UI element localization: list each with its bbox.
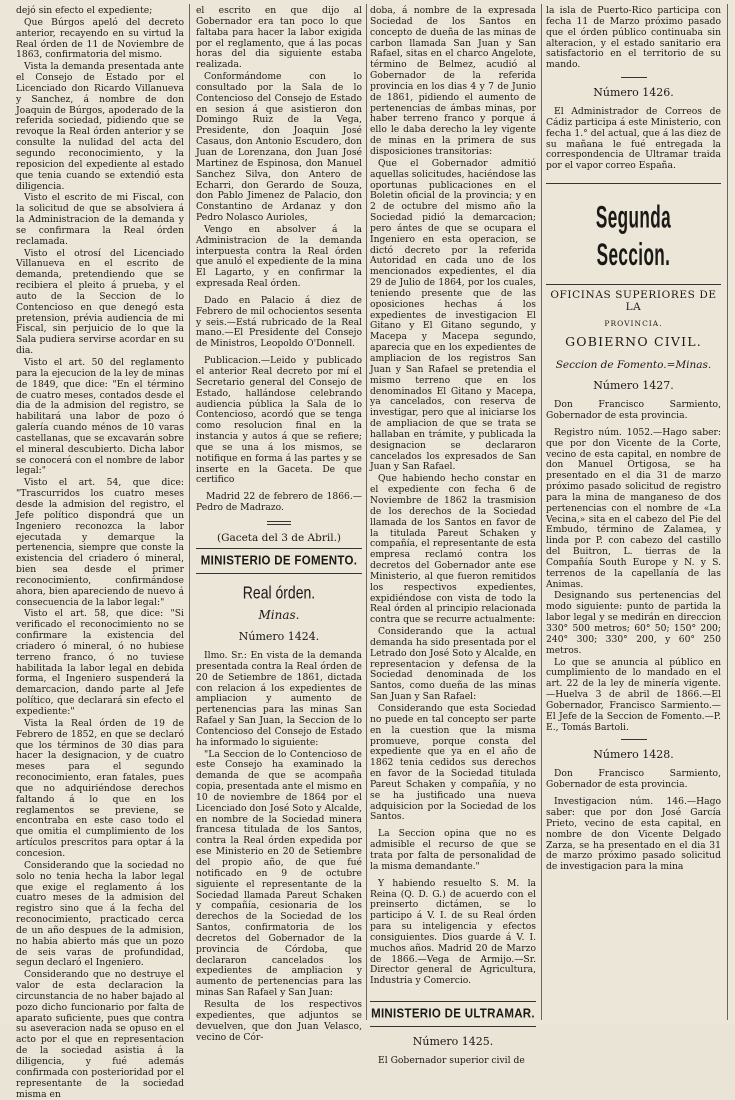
number-heading: Número 1425. [412,1035,494,1049]
separator-rule [196,573,362,574]
number-heading: Número 1427. [593,379,674,393]
separator-rule [370,1026,536,1027]
paragraph: Don Francisco Sarmiento, Gobernador de esta provincia. [546,768,721,791]
separator-rule [546,183,721,184]
paragraph: Registro núm. 1052.—Hago saber: que por don Vicente de la Corte, vecino de esta capital, en nombre de don Manuel Ortigosa, se ha presentado en el dia 31 de marzo próximo pasado solicitud de registro para la mina de manganeso de dos pertenencias con el nombre de «La Vecina,» sita en el cabezo del Pie del Embudo, término de Zalamea, y linda por P. con cabezo del castillo del Buitron, L. tierras de la Compañía South Europe y N. y S. terrenos de la capellanía de las Animas. [546,426,721,590]
paragraph: Visto el escrito de mi Fiscal, con la solicitud de que se absolviera á la Administracion de la demanda y se confirmara la Real órden reclamada. [16,192,184,247]
separator-rule [621,77,647,78]
paragraph: Considerando que no destruye el valor de esta declaracion la circunstancia de no haber bajado al pozo dicho funcionario por falta de aparato suficiente, pues que contra su aseveracion nada se opuso en el acto por el que en representacion de la sociedad asistia á la diligencia, y fué además confirmada con posterioridad por el representante de la sociedad misma en [16,969,184,1100]
number-heading: Número 1428. [593,748,674,762]
paragraph: El Administrador de Correos de Cádiz participa á este Ministerio, con fecha 1.° del actual, que á las diez de su mañana le fué entregada la correspondencia de Ultramar traida por el vapor correo España. [546,106,721,172]
column-rule [727,4,728,1020]
number-heading: Número 1424. [238,629,320,643]
paragraph: Visto el otrosí del Licenciado Villanueva en el escrito de demanda, pretendiendo que se recibiera el pleito á prueba, y el auto de la Seccion de lo Contencioso en que denegó esta pretension, prévia audiencia de mi Fiscal, sin perjuicio de lo que la Sala pudiera servirse acordar en su dia. [16,247,184,357]
paragraph: Dado en Palacio á diez de Febrero de mil ochocientos sesenta y seis.—Está rubricado de la Real mano.—El Presidente del Consejo de Ministros, Leopoldo O'Donnell. [196,294,362,350]
paragraph: La Seccion opina que no es admisible el recurso de que se trata por falta de personalidad de la misma demandante." [370,828,536,872]
paragraph: Vengo en absolver á la Administracion de la demanda interpuesta contra la Real órden que anuló el expediente de la mina El Lagarto, y en confirmar la expresada Real órden. [196,223,362,290]
column-rule [541,4,542,1020]
column-rule [366,4,367,1020]
paragraph: Resulta de los respectivos expedientes, que adjuntos se devuelven, que don Juan Velasco, vecino de Cór- [196,998,362,1043]
paragraph: Visto el art. 58, que dice: "Si verificado el reconocimiento no se confirmare la existencia del criadero ó mineral, ó no hubiese terreno franco, ó no tuviese habilitada la labor legal en debida forma, el Ingeniero suspenderá la demarcacion, dando parte al Jefe político, que declarará sin efecto el expediente:" [16,608,184,717]
separator-rule [196,548,362,549]
paragraph: Publicacion.—Leido y publicado el anterior Real decreto por mí el Secretario general del Consejo de Estado, hallándose celebrando audiencia pública la Sala de lo Contencioso, acordó que se tenga como resolucion final en la instancia y autos á que se refiere; que se una á los mismos, se notifique en forma á las partes y se inserte en la Gaceta. De que certifico [196,355,362,486]
column-4 [546,6,721,1018]
section-heading: Real órden. [242,581,316,602]
paragraph: dejó sin efecto el expediente; [16,5,153,16]
paragraph: Considerando que esta Sociedad no puede en tal concepto ser parte en la cuestion que la misma promueve, porque consta del expediente que ya en el año de 1862 tenia cedidos sus derechos en favor de la Sociedad titulada Pareut Schaken y compañía, y no se ha justificado una nueva adquisicion por la Sociedad de los Santos. [370,703,536,823]
paragraph: Lo que se anuncia al público en cumplimiento de lo mandado en el art. 22 de la ley de minería vigente.—Huelva 3 de abril de 1866.—El Gobernador, Francisco Sarmiento.—El Jefe de la Seccion de Fomento.—P. E., Tomás Bartoli. [546,656,721,733]
paragraph: Y habiendo resuelto S. M. la Reina (Q. D. G.) de acuerdo con el preinserto dictámen, se lo participo á V. I. de su Real órden para su inteligencia y efectos consiguientes. Dios guarde á V. I. muchos años. Madrid 20 de Marzo de 1866.—Vega de Armijo.—Sr. Director general de Agricultura, Industria y Comercio. [370,877,536,987]
ministry-heading: MINISTERIO DE FOMENTO. [200,554,358,568]
paragraph: Conformándome con lo consultado por la Sala de lo Contencioso del Consejo de Estado en sesion á que asistieron don Domingo Ruiz de la Vega, Presidente, don Joaquin José Casaus, don Antonio Escudero, don Juan de Lorenzana, don Juan José Martinez de Espinosa, don Manuel Sanchez Silva, don Antero de Echarri, don Gerardo de Souza, don Pablo Jimenez de Palacio, don Constantino de Ardanaz y don Pedro Nolasco Aurioles, [196,71,362,224]
gaceta-note: (Gaceta del 3 de Abril.) [216,531,342,544]
section-title: Segunda Seccion. [595,198,672,273]
number-heading: Número 1426. [593,86,674,100]
paragraph: Considerando que la actual demanda ha sido presentada por el Letrado don José Soto y Alcalde, en representacion y defensa de la Sociedad denominada de los Santos, como dueña de las minas San Juan y San Rafael: [370,626,536,703]
column-3 [370,5,536,1067]
offices-heading: OFICINAS SUPERIORES DE LA [550,289,717,314]
province-heading: PROVINCIA. [604,319,663,329]
paragraph: Vista la Real órden de 19 de Febrero de 1852, en que se declaró que los términos de 30 dias para hacer la designacion, y de cuatro meses para el segundo reconocimiento, eran fatales, pues que no adquiriéndose derechos faltando á lo que en los reglamentos se previene, se encontraba en este caso todo el que omitia el cumplimiento de los artículos prescritos para optar á la concesion. [16,717,184,859]
subsection-heading: Seccion de Fomento.=Minas. [555,359,712,372]
paragraph: Designando sus pertenencias del modo siguiente: punto de partida la labor legal y se medirán en direccion 330° 500 metros; 60° 50; 150° 200; 240° 300; 330° 200, y 60° 250 metros. [546,590,721,656]
paragraph: Considerando que la sociedad no solo no tenia hecha la labor legal que exige el reglamento á los cuatro meses de la admision del registro sino que á la fecha del reconocimiento, practicado cerca de un año despues de la admision, no habia abierto más que un pozo de seis varas de profundidad, segun declaró el Ingeniero. [16,859,184,969]
column-2 [196,5,362,1043]
ministry-heading: MINISTERIO DE ULTRAMAR. [371,1007,535,1021]
paragraph: Visto el art. 50 del reglamento para la ejecucion de la ley de minas de 1849, que dice: "En el término de cuatro meses, contados desde el dia de la admision del registro, se habilitará una labor de pozo ó galería cuando ménos de 10 varas castellanas, que se excavarán sobre el mineral descubierto. Dicha labor se conocerá con el nombre de labor legal:" [16,357,184,477]
paragraph: Visto el art. 54, que dice: "Trascurridos los cuatro meses desde la admision del registro, el Jefe político dispondrá que un Ingeniero reconozca la labor ejecutada y demarque la pertenencia, siempre que conste la existencia del criadero ó mineral, bien sea desde el primer reconocimiento, confirmándose ahora, bien apareciendo de nuevo á consecuencia de la labor legal:" [16,477,184,608]
government-heading: GOBIERNO CIVIL. [565,334,702,350]
paragraph: Investigacion núm. 146.—Hago saber: que por don José García Prieto, vecino de esta capital, en nombre de don Vicente Delgado Zarza, se ha presentado en el dia 31 de marzo próximo pasado solicitud de investigacion para la mina [546,796,721,873]
paragraph: Que habiendo hecho constar en el expediente con fecha 6 de Noviembre de 1862 la trasmision de los derechos de la Sociedad llamada de los Santos en favor de la titulada Pareut Schaken y compañía, el representante de esta empresa reclamó contra los decretos del Gobernador ante ese Ministerio, al que fueron remitidos los respectivos expedientes, expidiéndose con vista de todo la Real órden al principio relacionada contra que se recurre actualmente: [370,473,536,626]
paragraph: Que Búrgos apeló del decreto anterior, recayendo en su virtud la Real órden de 11 de Noviembre de 1863, confirmatoria del mismo. [16,16,184,61]
separator-rule [267,521,291,525]
column-rule [189,4,190,1020]
paragraph: Ilmo. Sr.: En vista de la demanda presentada contra la Real órden de 20 de Setiembre de 1861, dictada con relacion á los expedientes de ampliacion y aumento de pertenencias para las minas San Rafael y San Juan, la Seccion de lo Contencioso del Consejo de Estado ha informado lo siguiente: [196,649,362,748]
paragraph: Vista la demanda presentada ante el Consejo de Estado por el Licenciado don Ricardo Villanueva y Sanchez, á nombre de don Joaquin de Búrgos, apoderado de la referida sociedad, pidiendo que se revoque la Real órden anterior y se consulte la nulidad del acta del segundo reconocimiento, y la reposicion del expediente al estado que tenia cuando se extendió esta diligencia. [16,61,184,192]
paragraph: la isla de Puerto-Rico participa con fecha 11 de Marzo próximo pasado que el órden público continuaba sin alteracion, y el estado sanitario era satisfactorio en el territorio de su mando. [546,5,721,71]
subsection-heading: Minas. [258,607,300,622]
paragraph: el escrito en que dijo al Gobernador era tan poco lo que faltaba para hacer la labor exigida por el reglamento, que á las pocas horas del dia siguiente estaba realizada. [196,5,362,71]
paragraph: doba, á nombre de la expresada Sociedad de los Santos en concepto de dueña de las minas de carbon llamada San Juan y San Rafael, sitas en el charco Angelote, término de Belmez, acudió al Gobernador de la referida provincia en los dias 4 y 7 de Junio de 1861, pidiendo el aumento de pertenencias de ámbas minas, por haber terreno franco y porque á ello le daba derecho la ley vigente de minas en la primera de sus disposiciones transitorias: [370,5,536,157]
column-1 [16,5,184,1100]
separator-rule [370,1001,536,1002]
paragraph: Don Francisco Sarmiento, Gobernador de esta provincia. [546,399,721,421]
paragraph: El Gobernador superior civil de [378,1055,525,1067]
separator-rule [621,739,647,740]
paragraph: Que el Gobernador admitió aquellas solicitudes, haciéndose las oportunas publicaciones en el Boletin oficial de la provincia; y en 2 de octubre del mismo año la Sociedad pidió la demarcacion; pero ántes de que se ocupara el Ingeniero en esta operacion, se dictó decreto por la referida Autoridad en cada uno de los mencionados expedientes, el dia 29 de Julio de 1864, por los cuales, teniendo presente que de las oposiciones hechas á los expedientes de investigacion El Gitano y El Gitano segundo, y Macepa y Macepa segundo, aparecia que en los expedientes de ampliacion de los registros San Juan y San Rafael se pretendia el mismo terreno que en los denominados El Gitano y Macepa, ya cancelados, con reserva de investigar, pero que al iniciarse los de ampliacion de que se trata se hallaban en trámite, y publicada la designacion se declararon cancelados los expresados de San Juan y San Rafael. [370,157,536,473]
paragraph: "La Seccion de lo Contencioso de este Consejo ha examinado la demanda de que se acompaña copia, presentada ante el mismo en 10 de noviembre de 1864 por el Licenciado don José Soto y Alcalde, en nombre de la Sociedad minera francesa titulada de los Santos, contra la Real órden expedida por ese Ministerio en 20 de Setiembre del propio año, de que fué notificado en 9 de octubre siguiente el representante de la Sociedad llamada Pareut Schaken y compañía, cesionaria de los derechos de la Sociedad de los Santos, confirmatoria de los decretos del Gobernador de la provincia de Córdoba, que declararon cancelados los expedientes de ampliacion y aumento de pertenencias para las minas San Rafael y San Juan: [196,748,362,999]
date-line: Madrid 22 de febrero de 1866.—Pedro de Madrazo. [196,491,362,514]
separator-rule [546,284,721,285]
